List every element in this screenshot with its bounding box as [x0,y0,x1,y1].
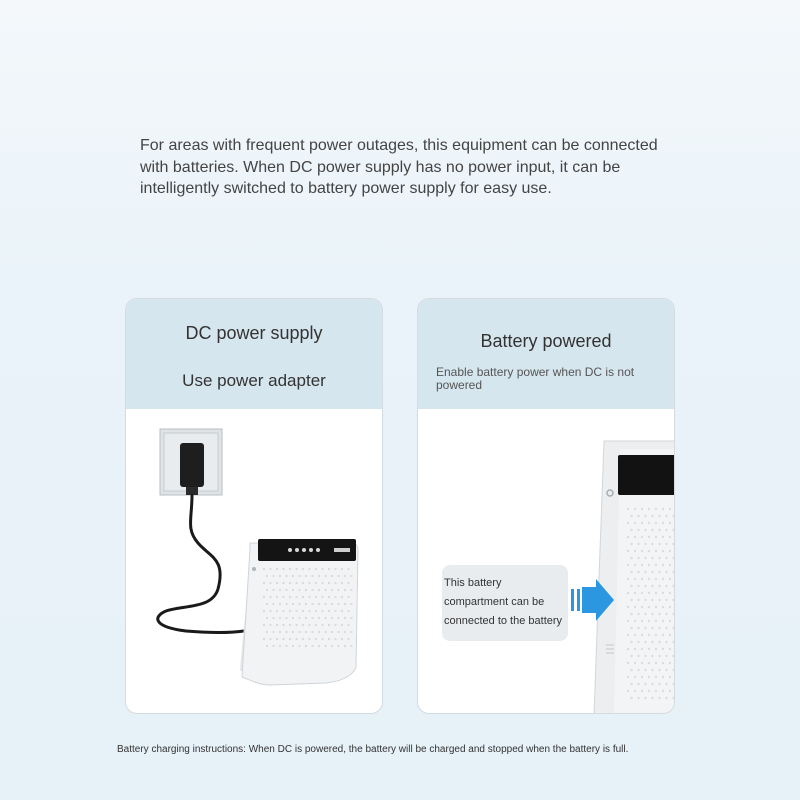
callout-text [444,574,570,631]
router-icon [240,539,358,685]
dc-power-card [125,298,383,714]
power-cable [158,495,244,633]
battery-power-card [417,298,675,714]
card-subtitle: Enable battery power when DC is not powered [436,365,635,392]
card-title: Battery powered [480,331,612,351]
callout-line: This battery [444,577,502,589]
router-side-battery-illustration [418,409,675,714]
card-header [418,299,674,409]
router-side-view-icon [594,441,675,714]
card-subtitle: Use power adapter [182,371,326,390]
intro-paragraph: For areas with frequent power outages, this equipment can be connected with batteries. When DC power supply has no power input, it can be intelligently switched to battery power supply for easy use. [140,137,658,197]
card-header [126,299,382,409]
callout-line: compartment can be [444,596,545,608]
card-title: DC power supply [185,323,323,343]
callout-line: connected to the battery [444,615,563,627]
charging-instructions: Battery charging instructions: When DC is powered, the battery will be charged and stopped when the battery is full. [117,744,629,755]
router-with-adapter-illustration [126,409,383,714]
